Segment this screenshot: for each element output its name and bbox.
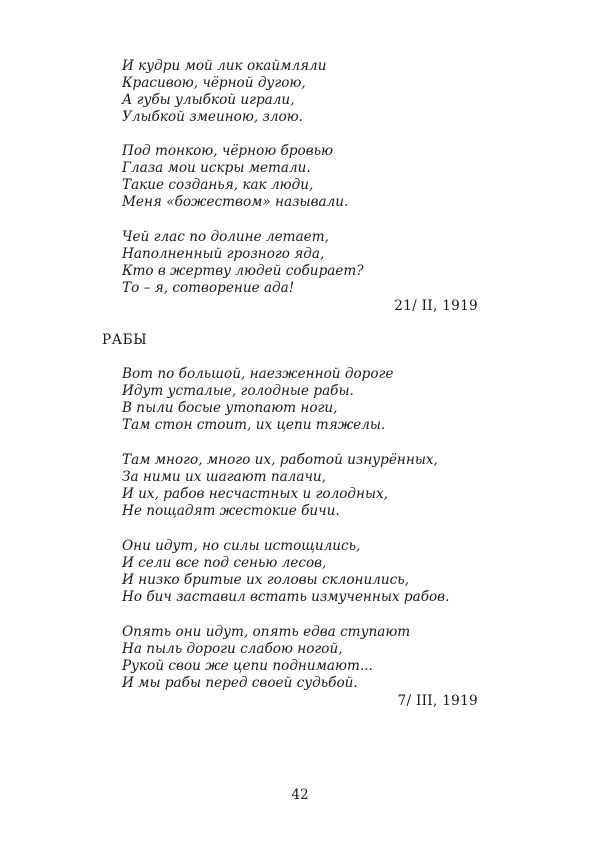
poem-line: Под тонкою, чёрною бровью — [122, 143, 334, 159]
poem-line: Опять они идут, опять едва ступают — [122, 624, 411, 640]
poem-line: Они идут, но силы истощились, — [122, 538, 361, 554]
poem1-stanza-3 — [122, 229, 502, 297]
poem-line: Глаза мои искры метали. — [122, 160, 311, 176]
poem-line: Там стон стоит, их цепи тяжелы. — [122, 417, 386, 433]
poem-line: Красивою, чёрной дугою, — [122, 75, 306, 91]
poem2-stanza-3 — [122, 538, 502, 606]
poem-line: Идут усталые, голодные рабы. — [122, 383, 354, 399]
poem-line: Чей глас по долине летает, — [122, 229, 329, 245]
poem-line: За ними их шагают палачи, — [122, 469, 326, 485]
poem-line: И кудри мой лик окаймляли — [122, 58, 327, 74]
poem-line: Меня «божеством» называли. — [122, 194, 349, 210]
poem-line: То – я, сотворение ада! — [122, 280, 295, 296]
poem2-stanza-1 — [122, 366, 502, 434]
poem-line: И сели все под сенью лесов, — [122, 555, 327, 571]
page-number: 42 — [291, 787, 309, 803]
poem2-title: РАБЫ — [102, 332, 148, 348]
poem-line: И мы рабы перед своей судьбой. — [122, 675, 358, 691]
poem-line: Кто в жертву людей собирает? — [122, 263, 364, 279]
poem-line: Но бич заставил встать измученных рабов. — [122, 589, 450, 605]
poem-line: Вот по большой, наезженной дороге — [122, 366, 394, 382]
poem-line: Там много, много их, работой изнурённых, — [122, 452, 438, 468]
poem-line: На пыль дороги слабою ногой, — [122, 641, 343, 657]
poem1-date: 21/ II, 1919 — [394, 298, 478, 314]
poem1-stanza-2 — [122, 143, 502, 211]
poem-line: А губы улыбкой играли, — [122, 92, 295, 108]
poem-line: Такие созданья, как люди, — [122, 177, 314, 193]
poem-line: Улыбкой змеиною, злою. — [122, 109, 303, 125]
poem2-date: 7/ III, 1919 — [397, 693, 478, 709]
poem-line: Не пощадят жестокие бичи. — [122, 503, 340, 519]
poem-line: И низко бритые их головы склонились, — [122, 572, 409, 588]
poem2-stanza-2 — [122, 452, 502, 520]
poem-line: В пыли босые утопают ноги, — [122, 400, 338, 416]
poem-line: Рукой свои же цепи поднимают... — [122, 658, 373, 674]
poem-line: И их, рабов несчастных и голодных, — [122, 486, 389, 502]
poem-line: Наполненный грозного яда, — [122, 246, 325, 262]
poem2-stanza-4 — [122, 624, 502, 692]
poem1-stanza-1 — [122, 58, 502, 126]
